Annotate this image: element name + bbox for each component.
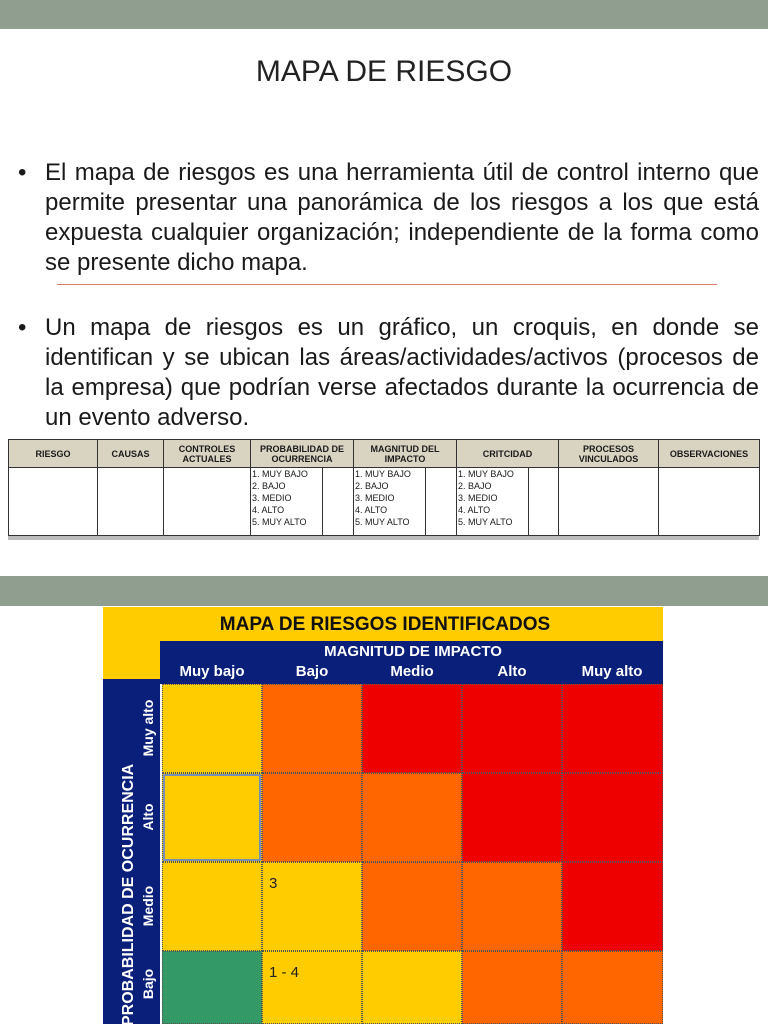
matrix-cell xyxy=(362,773,462,862)
matrix-cell xyxy=(262,862,362,951)
row-label: Bajo xyxy=(140,968,156,1000)
table-row xyxy=(9,468,760,536)
table-cell xyxy=(9,468,98,536)
bullet-icon: • xyxy=(18,159,27,186)
column-label: Muy bajo xyxy=(179,663,245,680)
table-cell xyxy=(659,468,760,536)
matrix-cell xyxy=(462,684,562,773)
column-label: Bajo xyxy=(295,663,329,680)
slide-separator-bar xyxy=(0,576,768,606)
table-cell xyxy=(98,468,164,536)
matrix-cell xyxy=(162,862,262,951)
scale-item: 5. MUY ALTO xyxy=(355,517,410,527)
scale-item: 5. MUY ALTO xyxy=(458,517,513,527)
risk-matrix-grid xyxy=(162,684,663,1024)
header-procesos: PROCESOS VINCULADOS xyxy=(559,440,659,468)
column-label: Muy alto xyxy=(581,663,643,680)
scale-item: 2. BAJO xyxy=(355,481,389,491)
top-decor-bar xyxy=(0,0,768,29)
scale-item: 5. MUY ALTO xyxy=(252,517,307,527)
impact-axis-label: MAGNITUD DE IMPACTO xyxy=(324,643,502,660)
bullet-text-1: El mapa de riesgos es una herramienta útil de control interno que permite presentar una panorámica de los riesgos a los que está expuesta cualquier organización; independiente de la forma como se presente dicho mapa. xyxy=(45,159,759,276)
row-label: Medio xyxy=(140,885,156,927)
column-label: Alto xyxy=(497,663,527,680)
matrix-cell xyxy=(262,773,362,862)
table-shadow xyxy=(8,536,759,540)
table-cell-scale xyxy=(354,468,457,536)
scale-item: 3. MEDIO xyxy=(458,493,498,503)
matrix-cell xyxy=(462,862,562,951)
matrix-cell xyxy=(362,862,462,951)
probability-axis-label: PROBABILIDAD DE OCURRENCIA xyxy=(120,763,137,1026)
matrix-cell xyxy=(362,684,462,773)
matrix-cell xyxy=(262,684,362,773)
scale-item: 4. ALTO xyxy=(458,505,491,515)
matrix-cell xyxy=(162,951,262,1024)
header-causas: CAUSAS xyxy=(98,440,164,468)
matrix-cell xyxy=(262,951,362,1024)
row-label: Muy alto xyxy=(140,699,156,757)
matrix-cell xyxy=(462,951,562,1024)
matrix-cell xyxy=(162,684,262,773)
matrix-cell xyxy=(562,862,663,951)
scale-item: 2. BAJO xyxy=(252,481,286,491)
matrix-cell xyxy=(462,773,562,862)
table-cell-scale xyxy=(457,468,559,536)
matrix-cell xyxy=(562,684,663,773)
scale-item: 4. ALTO xyxy=(252,505,285,515)
scale-item: 3. MEDIO xyxy=(252,493,292,503)
scale-item: 1. MUY BAJO xyxy=(355,469,411,479)
column-label: Medio xyxy=(390,663,434,680)
matrix-cell-label: 3 xyxy=(269,875,278,892)
matrix-cell xyxy=(562,951,663,1024)
matrix-cell xyxy=(362,951,462,1024)
scale-item: 1. MUY BAJO xyxy=(252,469,308,479)
scale-list xyxy=(251,468,323,535)
header-riesgo: RIESGO xyxy=(9,440,98,468)
header-criticidad: CRITCIDAD xyxy=(457,440,559,468)
divider-line xyxy=(57,284,717,285)
matrix-cell xyxy=(562,773,663,862)
table-cell xyxy=(559,468,659,536)
slide-title: MAPA DE RIESGO xyxy=(255,55,513,88)
matrix-title: MAPA DE RIESGOS IDENTIFICADOS xyxy=(219,614,551,635)
header-probabilidad: PROBABILIDAD DE OCURRENCIA xyxy=(251,440,354,468)
table-header-row xyxy=(9,440,760,468)
header-magnitud: MAGNITUD DEL IMPACTO xyxy=(354,440,457,468)
matrix-cell-label: 1 - 4 xyxy=(269,964,300,981)
scale-item: 2. BAJO xyxy=(458,481,492,491)
scale-list xyxy=(457,468,529,535)
header-observaciones: OBSERVACIONES xyxy=(659,440,760,468)
risk-table xyxy=(8,439,760,536)
table-cell-scale xyxy=(251,468,354,536)
bullet-text-2: Un mapa de riesgos es un gráfico, un croquis, en donde se identifican y se ubican las áreas/actividades/activos (procesos de la empresa) que podrían verse afectados durante la ocurrencia de un evento adverso. xyxy=(45,314,759,431)
scale-item: 1. MUY BAJO xyxy=(458,469,514,479)
matrix-cell xyxy=(162,773,262,862)
row-label: Alto xyxy=(140,803,156,831)
table-cell xyxy=(164,468,251,536)
scale-item: 3. MEDIO xyxy=(355,493,395,503)
header-controles: CONTROLES ACTUALES xyxy=(164,440,251,468)
scale-list xyxy=(354,468,426,535)
scale-item: 4. ALTO xyxy=(355,505,388,515)
bullet-icon: • xyxy=(18,314,27,341)
